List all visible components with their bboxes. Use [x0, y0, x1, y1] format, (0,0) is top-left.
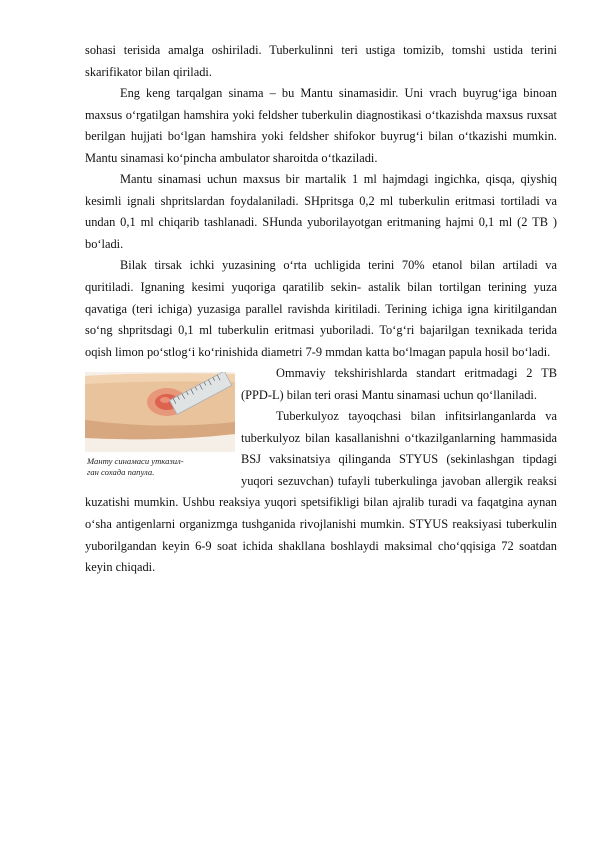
figure-caption [87, 456, 237, 478]
mantu-test-figure [85, 363, 235, 486]
forearm-papule-image [85, 372, 235, 452]
paragraph-3: Mantu sinamasi uchun maxsus bir martalik 1 ml hajmdagi ingichka, qisqa, qiyshiq kesimli ignali shpritslardan foydalaniladi. SHpritsga 0,2 ml tuberkulin eritmasi tortiladi va undan 0,1 ml chiqarib tashlanadi. SHunda yuborilayotgan eritmaning hajmi 0,1 ml (2 TB ) bo‘ladi. [85, 172, 557, 251]
caption-line-2: ган сохада папула. [87, 467, 155, 478]
paragraph-1: sohasi terisida amalga oshiriladi. Tuberkulinni teri ustiga tomizib, tomshi ustida terini skarifikator bilan qiriladi. [85, 43, 557, 79]
paragraph-6: Tuberkulyoz tayoqchasi bilan infitsirlanganlarda va tuberkulyoz bilan kasallanishni o‘tkazilganlarning hammasida BSJ vaksinatsiya qilinganda STYUS (sekinlashgan tipdagi yuqori sezuvchan) tufayli tuberkulinga javoban allergik reaksi kuzatishi mumkin. Ushbu reaksiya yuqori spetsifikligi bilan ajralib turadi va faqatgina aynan o‘sha antigenlarni organizmga tushganida rivojlanishi mumkin. STYUS reaksiyasi tuberkulin yuborilgandan keyin 6-9 soat ichida shakllana boshlaydi maksimal cho‘qqisiga 72 soatdan keyin chiqadi. [85, 409, 557, 575]
document-page [85, 40, 557, 579]
paragraph-2: Eng keng tarqalgan sinama – bu Mantu sinamasidir. Uni vrach buyrug‘iga binoan maxsus o‘rgatilgan hamshira yoki feldsher tuberkulin diagnostikasi o‘tkazishda maxsus ruxsat berilgan hujjati bo‘lgan hamshira yoki feldsher shifokor buyrug‘i bilan o‘tkazishi mumkin. Mantu sinamasi ko‘pincha ambulator sharoitda o‘tkaziladi. [85, 86, 557, 165]
paragraph-5: Ommaviy tekshirishlarda standart eritmadagi 2 TB (PPD-L) bilan teri orasi Mantu sinamasi uchun qo‘llaniladi. [241, 366, 557, 402]
paragraph-4: Bilak tirsak ichki yuzasining o‘rta uchligida terini 70% etanol bilan artiladi va quritiladi. Ignaning kesimi yuqoriga qaratilib sekin- astalik bilan tortilgan terining yuza qavatiga (teri ichiga) yuzasiga parallel ravishda kiritiladi. Terining ichiga igna kiritilgandan so‘ng shpritsdagi 0,1 ml tuberkulin eritmasi yuboriladi. To‘g‘ri bajarilgan texnikada terida oqish limon po‘stlog‘i ko‘rinishida diametri 7-9 mmdan katta bo‘lmagan papula hosil bo‘ladi. [85, 258, 557, 359]
papule-photo [85, 372, 235, 452]
caption-line-1: Манту синамаси утказил- [87, 456, 184, 467]
